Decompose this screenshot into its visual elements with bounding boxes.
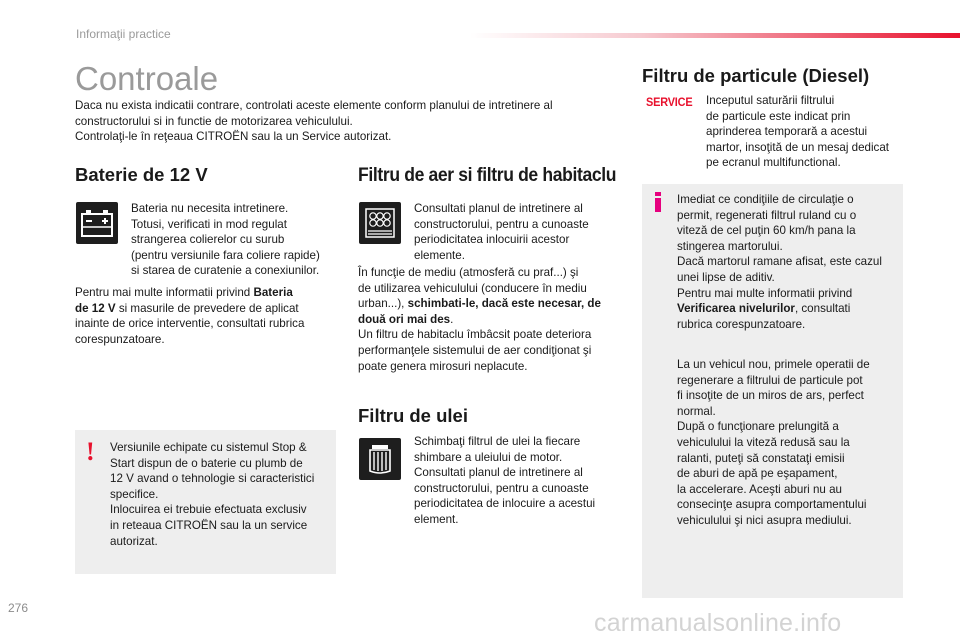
battery-icon (76, 202, 118, 244)
page-number: 276 (8, 601, 29, 615)
particle-filter-info-text: Imediat ce condiţiile de circulaţie o permit, regenerati filtrul ruland cu o viteză de cel puţin 60 km/h pana la stingerea martorului. Dacă martorul ramane afisat, este cazul unei lipse de aditiv. Pentru mai multe informatii privind Verificarea nivelurilor, consultati rubrica corespunzatoare. (677, 193, 882, 331)
air-filter-details: În funcţie de mediu (atmosferă cu praf...) şi de utilizarea vehiculului (conducere în mediu urban...), schimbati-le, dacă este necesar, de două ori mai des. Un filtru de habitaclu îmbâcsit poate deteriora performanţele sistemului de aer condiţionat şi poate genera mirosuri neplacute. (358, 266, 601, 373)
battery-warning-text: Versiunile echipate cu sistemul Stop & Start dispun de o baterie cu plumb de 12 V avand o tehnologie si caracteristici specifice. Inlocuirea ei trebuie efectuata exclusiv in reteaua CITROËN sau la un service autorizat. (110, 441, 315, 548)
battery-more-info: Pentru mai multe informatii privind Bateria de 12 V si masurile de prevedere de aplicat inainte de orice interventie, consultati rubrica corespunzatoare. (75, 286, 305, 346)
air-filter-icon (359, 202, 401, 244)
oil-filter-icon (359, 438, 401, 480)
battery-heading: Baterie de 12 V (75, 164, 208, 185)
particle-filter-heading: Filtru de particule (Diesel) (642, 65, 870, 86)
watermark: carmanualsonline.info (594, 609, 842, 637)
section-label: Informaţii practice (76, 27, 171, 41)
particle-filter-new-vehicle-text: La un vehicul nou, primele operatii de regenerare a filtrului de particule pot fi insoţite de un miros de ars, perfect normal. După o funcţionare prelungită a vehiculului la viteză redusă sau la ralanti, puteţi să constataţi emisii de aburi de apă pe eşapament, la accelerare. Aceşti aburi nu au consecinţe asupra comportamentului vehiculului şi nici asupra mediului. (677, 358, 870, 527)
header-accent-bar (470, 33, 960, 38)
intro-text: Daca nu exista indicatii contrare, controlati aceste elemente conform planului de intretinere al constructorului si in functie de motorizarea vehiculului. Controlaţi-le în reţeaua CITROËN sau la un Service autorizat. (75, 99, 553, 144)
service-warning-light-icon: SERVICE (646, 97, 693, 109)
oil-filter-heading: Filtru de ulei (358, 405, 468, 426)
battery-description: Bateria nu necesita intretinere. Totusi, verificati in mod regulat strangerea colierelor cu surub (pentru versiunile fara coliere rapide) si starea de curatenie a conexiunilor. (131, 202, 320, 278)
particle-filter-description: Inceputul saturării filtrului de particule este indicat prin aprinderea temporară a acestui martor, insoţită de un mesaj dedicat pe ecranul multifunctional. (706, 94, 890, 170)
info-icon (655, 192, 660, 217)
air-filter-description: Consultati planul de intretinere al constructorului, pentru a cunoaste periodicitatea inlocuirii acestor elemente. (414, 202, 589, 262)
page-title: Controale (75, 60, 219, 97)
air-filter-heading: Filtru de aer si filtru de habitaclu (358, 164, 617, 186)
oil-filter-description: Schimbaţi filtrul de ulei la fiecare shimbare a uleiului de motor. Consultati planul de intretinere al constructorului, pentru a cunoaste periodicitatea de inlocuire a acestui element. (414, 435, 596, 526)
warning-icon: ! (86, 437, 95, 466)
